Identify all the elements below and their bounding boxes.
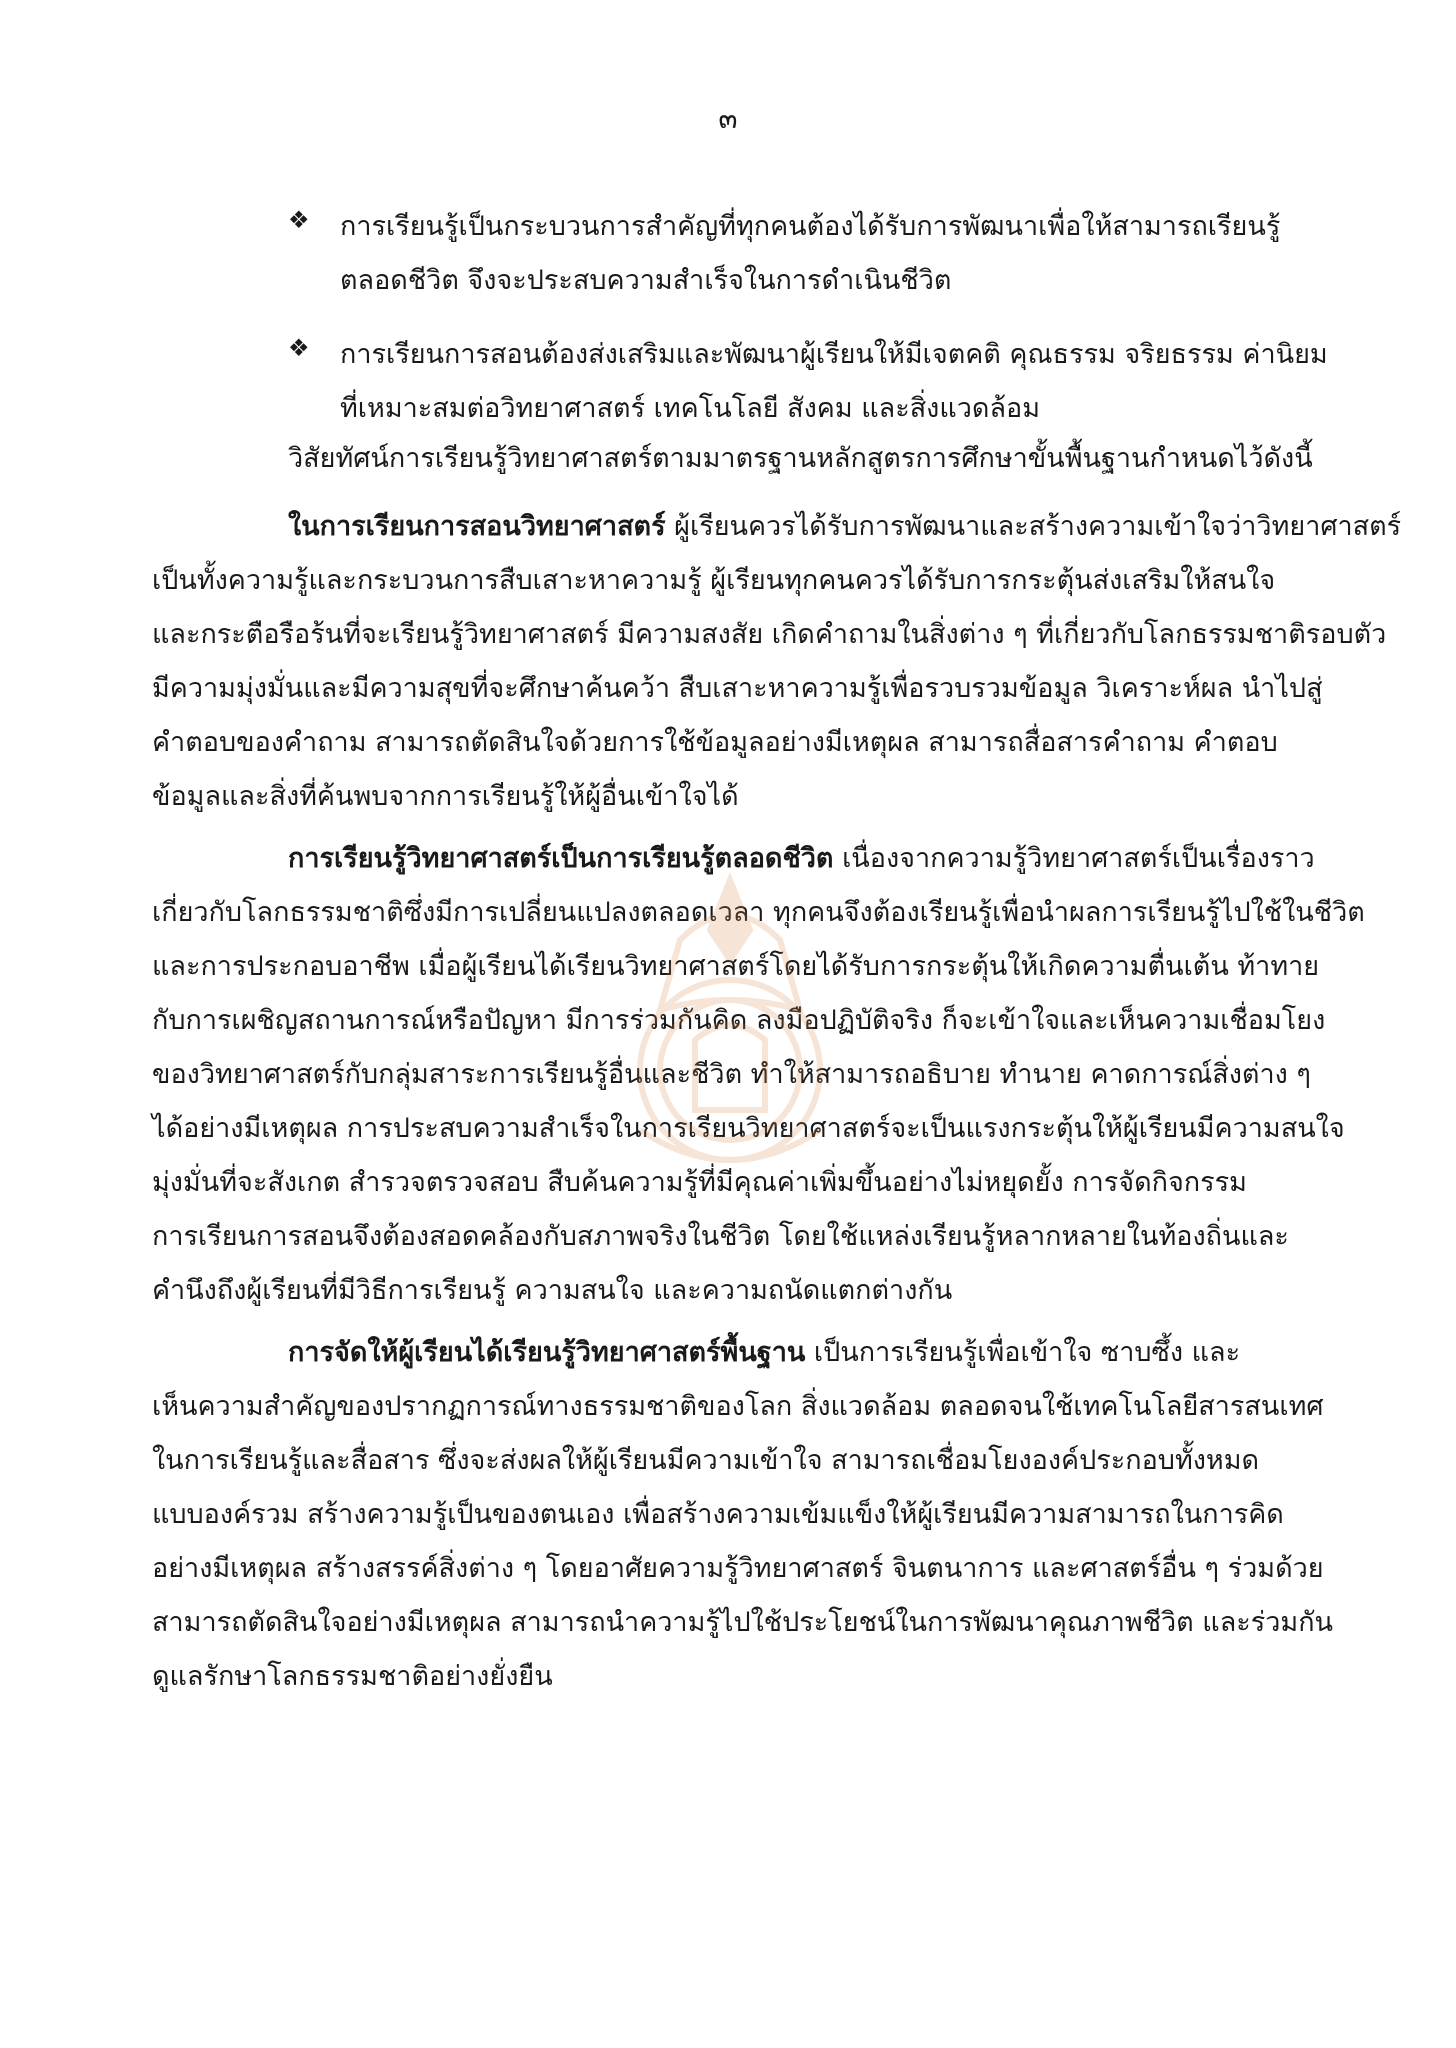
paragraph-science-teaching [152, 500, 1402, 824]
paragraph-lifelong-learning [152, 832, 1365, 1318]
paragraph-line: และการประกอบอาชีพ เมื่อผู้เรียนได้เรียนวิทยาศาสตร์โดยได้รับการกระตุ้นให้เกิดความตื่นเต้น ท้าทาย [152, 951, 1320, 982]
paragraph-text: ผู้เรียนควรได้รับการพัฒนาและสร้างความเข้าใจว่าวิทยาศาสตร์ [665, 511, 1402, 542]
bullet-item [288, 200, 1318, 308]
bullet-line: ตลอดชีวิต จึงจะประสบความสำเร็จในการดำเนินชีวิต [340, 265, 952, 296]
vision-statement: วิสัยทัศน์การเรียนรู้วิทยาศาสตร์ตามมาตรฐานหลักสูตรการศึกษาขั้นพื้นฐานกำหนดไว้ดังนี้ [288, 443, 1313, 474]
paragraph-line: ของวิทยาศาสตร์กับกลุ่มสาระการเรียนรู้อื่นและชีวิต ทำให้สามารถอธิบาย ทำนาย คาดการณ์สิ่งต่าง ๆ [152, 1059, 1311, 1090]
paragraph-line: มุ่งมั่นที่จะสังเกต สำรวจตรวจสอบ สืบค้นความรู้ที่มีคุณค่าเพิ่มขึ้นอย่างไม่หยุดยั้ง การจัดกิจกรรม [152, 1167, 1247, 1198]
paragraph-heading: ในการเรียนการสอนวิทยาศาสตร์ [288, 511, 666, 542]
diamond-bullet-icon: ❖ [288, 206, 310, 234]
paragraph-line: เกี่ยวกับโลกธรรมชาติซึ่งมีการเปลี่ยนแปลงตลอดเวลา ทุกคนจึงต้องเรียนรู้เพื่อนำผลการเรียนรู้ไปใช้ในชีวิต [152, 897, 1365, 928]
paragraph-text: เป็นการเรียนรู้เพื่อเข้าใจ ซาบซึ้ง และ [805, 1337, 1241, 1368]
bullet-line: การเรียนการสอนต้องส่งเสริมและพัฒนาผู้เรียนให้มีเจตคติ คุณธรรม จริยธรรม ค่านิยม [340, 339, 1328, 370]
paragraph-line: อย่างมีเหตุผล สร้างสรรค์สิ่งต่าง ๆ โดยอาศัยความรู้วิทยาศาสตร์ จินตนาการ และศาสตร์อื่น ๆ ร่วมด้วย [152, 1553, 1324, 1584]
paragraph-line: ได้อย่างมีเหตุผล การประสบความสำเร็จในการเรียนวิทยาศาสตร์จะเป็นแรงกระตุ้นให้ผู้เรียนมีความสนใจ [152, 1113, 1345, 1144]
paragraph-line: คำตอบของคำถาม สามารถตัดสินใจด้วยการใช้ข้อมูลอย่างมีเหตุผล สามารถสื่อสารคำถาม คำตอบ [152, 727, 1278, 758]
paragraph-line: สามารถตัดสินใจอย่างมีเหตุผล สามารถนำความรู้ไปใช้ประโยชน์ในการพัฒนาคุณภาพชีวิต และร่วมกัน [152, 1607, 1334, 1638]
paragraph-line: และกระตือรือร้นที่จะเรียนรู้วิทยาศาสตร์ มีความสงสัย เกิดคำถามในสิ่งต่าง ๆ ที่เกี่ยวกับโลกธรรมชาติรอบตัว [152, 619, 1387, 650]
paragraph-line: ข้อมูลและสิ่งที่ค้นพบจากการเรียนรู้ให้ผู้อื่นเข้าใจได้ [152, 781, 739, 812]
paragraph-line: กับการเผชิญสถานการณ์หรือปัญหา มีการร่วมกันคิด ลงมือปฏิบัติจริง ก็จะเข้าใจและเห็นความเชื่อมโยง [152, 1005, 1326, 1036]
paragraph-line: มีความมุ่งมั่นและมีความสุขที่จะศึกษาค้นคว้า สืบเสาะหาความรู้เพื่อรวบรวมข้อมูล วิเคราะห์ผล นำไปสู่ [152, 673, 1323, 704]
paragraph-basic-science [152, 1326, 1334, 1704]
paragraph-line: แบบองค์รวม สร้างความรู้เป็นของตนเอง เพื่อสร้างความเข้มแข็งให้ผู้เรียนมีความสามารถในการคิด [152, 1499, 1284, 1530]
paragraph-heading: การเรียนรู้วิทยาศาสตร์เป็นการเรียนรู้ตลอดชีวิต [288, 843, 834, 874]
paragraph-line: ดูแลรักษาโลกธรรมชาติอย่างยั่งยืน [152, 1661, 553, 1692]
bullet-list [288, 200, 1328, 456]
paragraph-line: เห็นความสำคัญของปรากฏการณ์ทางธรรมชาติของโลก สิ่งแวดล้อม ตลอดจนใช้เทคโนโลยีสารสนเทศ [152, 1391, 1324, 1422]
bullet-line: การเรียนรู้เป็นกระบวนการสำคัญที่ทุกคนต้องได้รับการพัฒนาเพื่อให้สามารถเรียนรู้ [340, 211, 1281, 242]
diamond-bullet-icon: ❖ [288, 334, 310, 362]
paragraph-first-line [152, 1326, 1318, 1380]
paragraph-first-line [152, 500, 1402, 554]
paragraph-first-line [152, 832, 1318, 886]
paragraph-line: คำนึงถึงผู้เรียนที่มีวิธีการเรียนรู้ ความสนใจ และความถนัดแตกต่างกัน [152, 1275, 953, 1306]
bullet-item [288, 328, 1328, 436]
paragraph-line: การเรียนการสอนจึงต้องสอดคล้องกับสภาพจริงในชีวิต โดยใช้แหล่งเรียนรู้หลากหลายในท้องถิ่นและ [152, 1221, 1289, 1252]
paragraph-line: เป็นทั้งความรู้และกระบวนการสืบเสาะหาความรู้ ผู้เรียนทุกคนควรได้รับการกระตุ้นส่งเสริมให้สนใจ [152, 565, 1276, 596]
paragraph-text: เนื่องจากความรู้วิทยาศาสตร์เป็นเรื่องราว [833, 843, 1315, 874]
paragraph-heading: การจัดให้ผู้เรียนได้เรียนรู้วิทยาศาสตร์พื้นฐาน [288, 1337, 806, 1368]
paragraph-line: ในการเรียนรู้และสื่อสาร ซึ่งจะส่งผลให้ผู้เรียนมีความเข้าใจ สามารถเชื่อมโยงองค์ประกอบทั้งหมด [152, 1445, 1260, 1476]
page-number: ๓ [718, 102, 738, 135]
bullet-line: ที่เหมาะสมต่อวิทยาศาสตร์ เทคโนโลยี สังคม และสิ่งแวดล้อม [340, 393, 1041, 424]
